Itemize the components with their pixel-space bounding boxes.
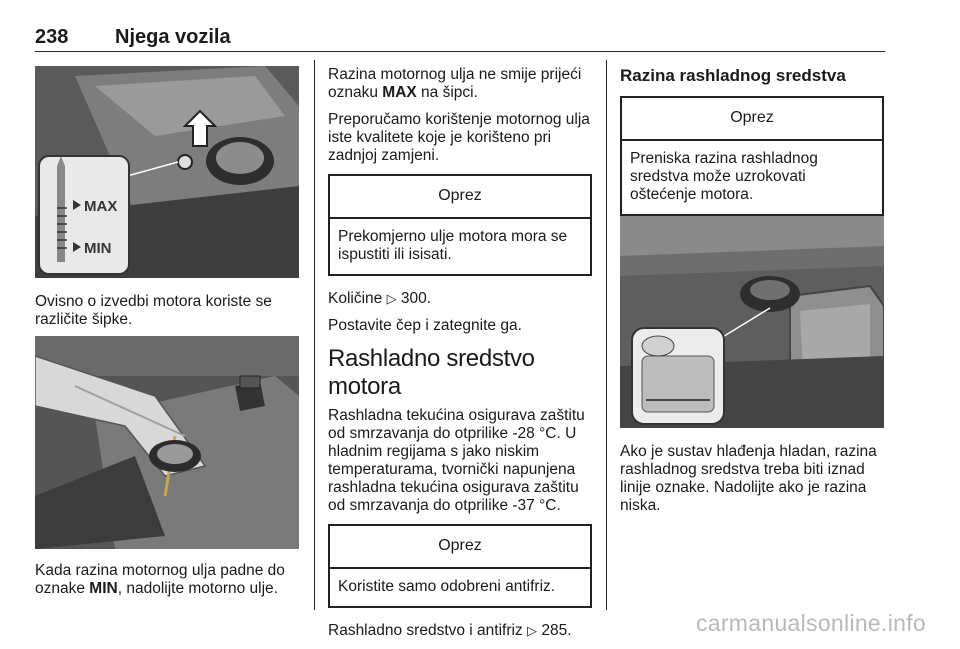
coolant-level-subheading: Razina rashladnog sredstva (620, 66, 846, 85)
ref-arrow-icon: ▷ (386, 291, 397, 306)
caution-title: Oprez (330, 526, 590, 569)
caution-body: Prekomjerno ulje motora mora se ispustiti ili isisati. (338, 228, 568, 263)
max-label: MAX (84, 198, 118, 215)
col3-text-bottom (620, 443, 886, 524)
page-number: 238 (35, 26, 69, 48)
caution-box-antifreeze (328, 524, 592, 608)
caution-box-coolant (620, 96, 884, 216)
col1-text-top (35, 293, 303, 338)
column-divider-2 (606, 60, 607, 610)
col2-para2: Preporučamo korištenje motornog ulja iste kvalitete koje je korišteno pri zadnjoj zamjeni. (328, 111, 590, 164)
col2-para1-b: na šipci. (416, 84, 478, 101)
antifreeze-label: Rashladno sredstvo i antifriz (328, 622, 523, 639)
col1-para2 (35, 562, 303, 598)
column-2 (328, 66, 592, 649)
col1-para2-bold: MIN (89, 580, 118, 597)
col2-para1-bold: MAX (382, 84, 417, 101)
quantities-page[interactable]: 300. (400, 290, 432, 307)
header-rule (35, 51, 885, 52)
oil-filling-figure (35, 336, 299, 549)
dipstick-figure (35, 66, 299, 278)
caution-title: Oprez (622, 98, 882, 141)
coolant-reservoir-figure (620, 216, 884, 428)
caution-body: Koristite samo odobreni antifriz. (338, 578, 556, 595)
caution-title: Oprez (330, 176, 590, 219)
coolant-heading: Rashladno sredstvo motora (328, 345, 535, 400)
section-title: Njega vozila (115, 26, 231, 48)
col1-para1: Ovisno o izvedbi motora koriste se različite šipke. (35, 293, 272, 328)
column-3 (620, 66, 884, 230)
min-label: MIN (84, 240, 112, 257)
col2-para4: Postavite čep i zategnite ga. (328, 317, 522, 334)
col3-para1: Ako je sustav hlađenja hladan, razina rashladnog sredstva treba biti iznad linije oznake. Nadolijte ako je razina niska. (620, 443, 877, 514)
page-header (35, 26, 885, 52)
col1-para2-b: , nadolijte motorno ulje. (117, 580, 278, 597)
column-divider-1 (314, 60, 315, 610)
quantities-label: Količine (328, 290, 383, 307)
caution-box-oil (328, 174, 592, 276)
col2-para5: Rashladna tekućina osigurava zaštitu od smrzavanja do otprilike -28 °C. U hladnim regijama s jako niskim temperaturama, tvornički napunjena rashladna tekućina osigurava zaštitu od smrzavanja do otprilike -37 °C. (328, 407, 585, 514)
col1-text-bottom (35, 562, 303, 607)
col2-para1-a: Razina motornog ulja ne smije prijeći oznaku (328, 66, 582, 101)
quantities-ref (328, 290, 592, 308)
watermark: carmanualsonline.info (695, 610, 926, 636)
ref-arrow-icon: ▷ (527, 623, 538, 638)
antifreeze-ref (328, 622, 592, 640)
antifreeze-page[interactable]: 285. (541, 622, 572, 639)
col2-para1 (328, 66, 592, 102)
caution-body: Preniska razina rashladnog sredstva može uzrokovati oštećenje motora. (630, 150, 818, 203)
col1-para2-a: Kada razina motornog ulja padne do oznake (35, 562, 285, 597)
